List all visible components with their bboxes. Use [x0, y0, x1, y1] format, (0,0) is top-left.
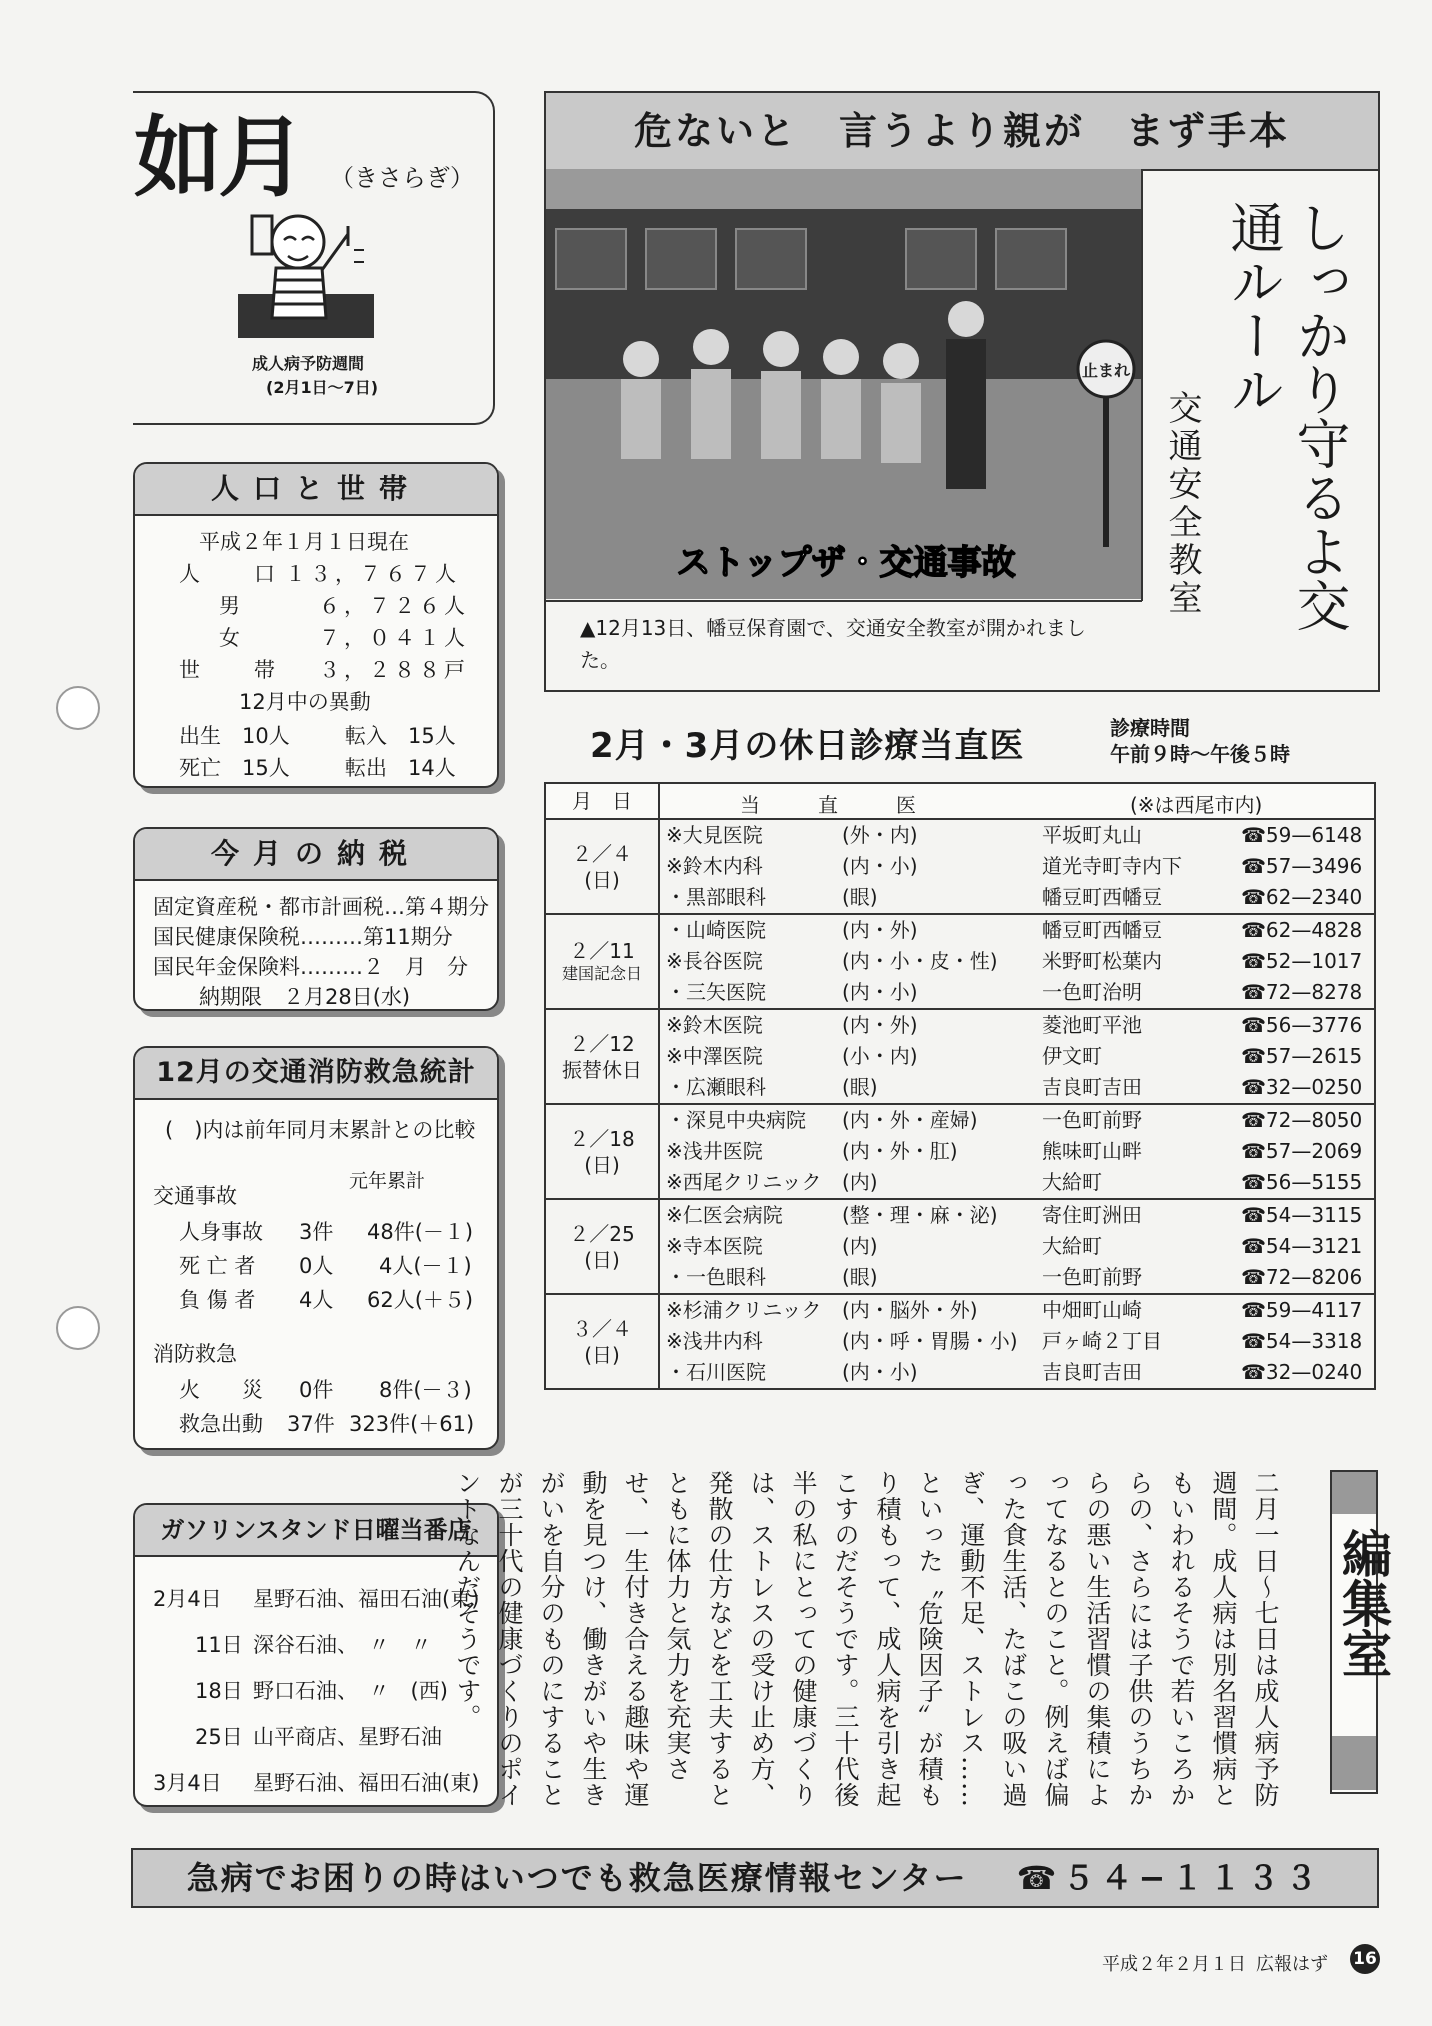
- gas-station-title: ガソリンスタンド日曜当番店: [135, 1505, 497, 1557]
- doctor-addr: 吉良町吉田: [1042, 1360, 1142, 1384]
- doctor-tel: ☎59—4117: [1241, 1298, 1363, 1322]
- editorial-title-shade-bottom: [1332, 1736, 1376, 1790]
- doctor-dept: (内・呼・胃腸・小): [842, 1329, 1018, 1353]
- traffic-row-label: 死 亡 者: [179, 1254, 256, 1278]
- row-date: ３／４: [572, 1316, 632, 1341]
- cartoon-illustration: [236, 200, 376, 340]
- doctor-addr: 大給町: [1042, 1170, 1102, 1194]
- doctor-dept: (内・外・産婦): [842, 1108, 978, 1132]
- doctor-tel: ☎72—8278: [1241, 980, 1363, 1004]
- gas-date: 18日: [195, 1679, 243, 1703]
- gas-date: 2月4日: [153, 1587, 222, 1611]
- doctor-name: ※仁医会病院: [666, 1203, 783, 1227]
- table-row: [545, 1009, 1375, 1104]
- row-day: (日): [584, 1247, 620, 1272]
- col-date: 月 日: [545, 783, 659, 819]
- photo-caption-sep: [1141, 169, 1143, 601]
- month-reading: （きさらぎ）: [330, 164, 474, 192]
- doctor-addr: 米野町松葉内: [1042, 949, 1162, 973]
- table-row: [545, 1199, 1375, 1294]
- doctor-tel: ☎54—3318: [1241, 1329, 1363, 1353]
- col-doctor: [659, 783, 1375, 819]
- population-movement-title: 12月中の異動: [239, 690, 371, 714]
- doctor-tel: ☎57—3496: [1241, 854, 1363, 878]
- doctor-addr: 伊文町: [1042, 1044, 1102, 1068]
- doctor-name: ※浅井内科: [666, 1329, 763, 1353]
- doctor-addr: 幡豆町西幡豆: [1042, 885, 1162, 909]
- doctor-tel: ☎54—3121: [1241, 1234, 1363, 1258]
- doctor-dept: (内・外): [842, 1013, 918, 1037]
- editorial-body: 二月一日〜七日は成人病予防週間。成人病は別名習慣病ともいわれるそうで若いころからの、さらには子供のうちからの悪い生活習慣の集積によってなるとのこと。例えば偏った食生活、たばこの吸い過ぎ、運動不足、ストレス……といった〝危険因子〟が積もり積もって、成人病を引き起こすのだそうです。三十代後半の私にとっての健康づくりは、ストレスの受け止め方、発散の仕方などを工夫するとともに体力と気力を充実させ、一生付き合える趣味や運動を見つけ、働きがいや生きがいを自分のものにすることが三十代の健康づくりのポイントなんだそうです。: [453, 1470, 1280, 1808]
- doctor-dept: (内・小): [842, 980, 918, 1004]
- population-value-male: ６，７２６人: [319, 594, 469, 618]
- table-row: [545, 1104, 1375, 1199]
- doctor-tel: ☎62—4828: [1241, 918, 1363, 942]
- doctor-name: ・三矢医院: [666, 980, 766, 1004]
- photo-overlay-text: ストップザ・交通事故: [676, 543, 1016, 583]
- doctor-dept: (内・外・肛): [842, 1139, 958, 1163]
- emergency-banner: [131, 1848, 1379, 1908]
- doctor-name: ・一色眼科: [666, 1265, 766, 1289]
- row-date: ２／18: [569, 1126, 635, 1151]
- fire-row-month: 37件: [287, 1412, 335, 1436]
- gas-station-box: [133, 1503, 499, 1807]
- doctor-addr: 熊味町山畔: [1042, 1139, 1142, 1163]
- fire-row-cum: 323件(＋61): [349, 1412, 475, 1436]
- population-value-female: ７，０４１人: [319, 626, 469, 650]
- doctor-name: ※浅井医院: [666, 1139, 763, 1163]
- month-caption-1: 成人病予防週間: [252, 354, 365, 373]
- doctor-dept: (内・小): [842, 854, 918, 878]
- doctors-title: 2月・3月の休日診療当直医: [590, 726, 1025, 766]
- doctor-dept: (外・内): [842, 823, 918, 847]
- doctor-addr: 平坂町丸山: [1042, 823, 1142, 847]
- doctor-addr: 戸ヶ崎２丁目: [1042, 1329, 1162, 1353]
- doctor-addr: 一色町治明: [1042, 980, 1142, 1004]
- doctor-name: ※寺本医院: [666, 1234, 763, 1258]
- gas-date: 3月4日: [153, 1771, 222, 1795]
- population-as-of: 平成２年１月１日現在: [199, 530, 409, 554]
- doctor-dept: (眼): [842, 1265, 878, 1289]
- doctor-name: ※長谷医院: [666, 949, 763, 973]
- gas-shops: 山平商店、星野石油: [253, 1725, 442, 1749]
- doctors-hours: 午前９時〜午後５時: [1110, 742, 1290, 766]
- doctor-tel: ☎56—3776: [1241, 1013, 1363, 1037]
- row-date: ２／12: [569, 1031, 635, 1056]
- doctor-addr: 一色町前野: [1042, 1265, 1142, 1289]
- traffic-row-cum: 48件(－１): [367, 1220, 474, 1244]
- doctor-tel: ☎72—8206: [1241, 1265, 1363, 1289]
- population-title: 人口と世帯: [135, 464, 497, 516]
- fire-row-month: 0件: [299, 1378, 334, 1402]
- row-date: ２／11: [569, 939, 635, 964]
- editorial-title-shade-top: [1332, 1472, 1376, 1514]
- table-row: [545, 1294, 1375, 1389]
- fire-label: 消防救急: [153, 1342, 237, 1366]
- doctor-addr: 大給町: [1042, 1234, 1102, 1258]
- fire-row-cum: 8件(－３): [379, 1378, 472, 1402]
- gas-shops: 野口石油、 〃 (西): [253, 1679, 448, 1703]
- population-move-in: 転入 15人: [345, 724, 456, 748]
- table-row: [545, 914, 1375, 1009]
- col-note: (※は西尾市内): [1130, 793, 1263, 817]
- doctor-dept: (内): [842, 1170, 878, 1194]
- doctor-tel: ☎57—2069: [1241, 1139, 1363, 1163]
- doctor-dept: (内・小・皮・性): [842, 949, 998, 973]
- population-value-total: １３，７６７人: [285, 562, 460, 586]
- doctor-tel: ☎32—0240: [1241, 1360, 1363, 1384]
- editorial-title: 編集室: [1334, 1528, 1392, 1678]
- doctor-tel: ☎57—2615: [1241, 1044, 1363, 1068]
- fire-row-label: 救急出動: [179, 1412, 263, 1436]
- traffic-row-cum: 62人(＋５): [367, 1288, 474, 1312]
- doctor-name: ・広瀬眼科: [666, 1075, 766, 1099]
- doctor-addr: 一色町前野: [1042, 1108, 1142, 1132]
- doctor-addr: 幡豆町西幡豆: [1042, 918, 1162, 942]
- population-deaths: 死亡 15人: [179, 756, 290, 780]
- doctor-dept: (内・外): [842, 918, 918, 942]
- traffic-headline: 危ないと 言うより親が まず手本: [544, 91, 1380, 171]
- traffic-row-cum: 4人(－１): [379, 1254, 472, 1278]
- binder-hole: [56, 686, 100, 730]
- row-date: ２／４: [572, 841, 632, 866]
- traffic-rule-vertical: しっかり守るよ交通ルール: [1222, 200, 1351, 632]
- gas-shops: 星野石油、福田石油(東): [253, 1587, 480, 1611]
- doctor-name: ※鈴木内科: [666, 854, 763, 878]
- doctor-dept: (小・内): [842, 1044, 918, 1068]
- tax-title: 今月の納税: [135, 829, 497, 881]
- stop-sign-text: 止まれ: [1081, 361, 1131, 380]
- doctor-tel: ☎54—3115: [1241, 1203, 1363, 1227]
- row-date: ２／25: [569, 1221, 635, 1246]
- traffic-class-vertical: 交通安全教室: [1162, 390, 1202, 618]
- population-move-out: 転出 14人: [345, 756, 456, 780]
- row-day: 振替休日: [562, 1057, 642, 1082]
- month-caption-2: (2月1日〜7日): [266, 378, 379, 397]
- photo-caption-line: [546, 600, 1142, 602]
- doctor-tel: ☎72—8050: [1241, 1108, 1363, 1132]
- population-label-male: 男: [219, 594, 240, 618]
- doctor-name: ※鈴木医院: [666, 1013, 763, 1037]
- doctor-name: ・山崎医院: [666, 918, 766, 942]
- population-value-households: ３，２８８戸: [319, 658, 469, 682]
- doctor-dept: (整・理・麻・泌): [842, 1203, 998, 1227]
- row-day: 建国記念日: [561, 964, 642, 984]
- doctor-addr: 道光寺町寺内下: [1042, 854, 1182, 878]
- doctors-hours-label: 診療時間: [1110, 716, 1190, 740]
- traffic-row-label: 負 傷 者: [179, 1288, 256, 1312]
- fire-row-label: 火 災: [179, 1378, 263, 1402]
- page-number: 16: [1350, 1944, 1380, 1974]
- traffic-stats-box: [133, 1046, 499, 1450]
- traffic-row-month: 3件: [299, 1220, 334, 1244]
- footer-publication: 広報はず: [1256, 1954, 1328, 1975]
- doctor-name: ・石川医院: [666, 1360, 766, 1384]
- doctor-dept: (内・脳外・外): [842, 1298, 978, 1322]
- population-label-female: 女: [219, 626, 240, 650]
- emergency-banner-text: 急病でお困りの時はいつでも救急医療情報センター: [186, 1859, 968, 1897]
- population-births: 出生 10人: [179, 724, 290, 748]
- doctors-table-header: [545, 783, 1375, 819]
- doctor-name: ※杉浦クリニック: [666, 1298, 822, 1322]
- doctor-tel: ☎59—6148: [1241, 823, 1363, 847]
- tax-deadline: 納期限 ２月28日(水): [199, 985, 411, 1009]
- doctor-addr: 寄住町洲田: [1042, 1203, 1142, 1227]
- traffic-stats-title: 12月の交通消防救急統計: [135, 1048, 497, 1100]
- traffic-row-month: 4人: [299, 1288, 334, 1312]
- month-title: 如月: [134, 105, 303, 209]
- doctor-dept: (内): [842, 1234, 878, 1258]
- doctor-tel: ☎52—1017: [1241, 949, 1363, 973]
- doctor-addr: 中畑町山崎: [1042, 1298, 1142, 1322]
- emergency-banner-tel: ☎５４−１１３３: [1016, 1859, 1324, 1897]
- doctor-tel: ☎56—5155: [1241, 1170, 1363, 1194]
- tax-box: [133, 827, 499, 1011]
- doctor-name: ※中澤医院: [666, 1044, 763, 1068]
- doctor-dept: (眼): [842, 1075, 878, 1099]
- doctor-dept: (内・小): [842, 1360, 918, 1384]
- gas-date: 25日: [195, 1725, 243, 1749]
- population-label-total: 人 口: [179, 562, 279, 586]
- table-row: [545, 819, 1375, 914]
- doctor-name: ※大見医院: [666, 823, 763, 847]
- col-doctor-label: 当 直 医: [740, 793, 922, 817]
- doctors-table: [544, 782, 1376, 1390]
- traffic-row-label: 人身事故: [179, 1220, 263, 1244]
- doctor-tel: ☎32—0250: [1241, 1075, 1363, 1099]
- kindergarten-photo: [546, 169, 1142, 599]
- population-box: [133, 462, 499, 788]
- tax-line-3: 国民年金保険料………２ 月 分: [153, 955, 468, 979]
- population-label-households: 世 帯: [179, 658, 279, 682]
- row-day: (日): [584, 1342, 620, 1367]
- traffic-accident-label: 交通事故: [153, 1184, 237, 1208]
- doctor-dept: (眼): [842, 885, 878, 909]
- doctor-addr: 吉良町吉田: [1042, 1075, 1142, 1099]
- row-day: (日): [584, 1152, 620, 1177]
- doctor-name: ・黒部眼科: [666, 885, 766, 909]
- footer-date: 平成２年２月１日: [1102, 1954, 1246, 1975]
- photo-caption: ▲12月13日、幡豆保育園で、交通安全教室が開かれました。: [580, 616, 1086, 672]
- traffic-row-month: 0人: [299, 1254, 334, 1278]
- row-day: (日): [584, 867, 620, 892]
- binder-hole: [56, 1306, 100, 1350]
- traffic-cumulative-label: 元年累計: [349, 1170, 426, 1192]
- gas-date: 11日: [195, 1633, 243, 1657]
- tax-line-2: 国民健康保険税………第11期分: [153, 925, 453, 949]
- doctor-name: ・深見中央病院: [666, 1108, 806, 1132]
- gas-shops: 星野石油、福田石油(東): [253, 1771, 480, 1795]
- doctor-addr: 菱池町平池: [1042, 1013, 1142, 1037]
- tax-line-1: 固定資産税・都市計画税…第４期分: [153, 895, 489, 919]
- doctor-tel: ☎62—2340: [1241, 885, 1363, 909]
- doctor-name: ※西尾クリニック: [666, 1170, 822, 1194]
- traffic-note: ( )内は前年同月末累計との比較: [165, 1118, 476, 1142]
- gas-shops: 深谷石油、 〃 〃: [253, 1633, 432, 1657]
